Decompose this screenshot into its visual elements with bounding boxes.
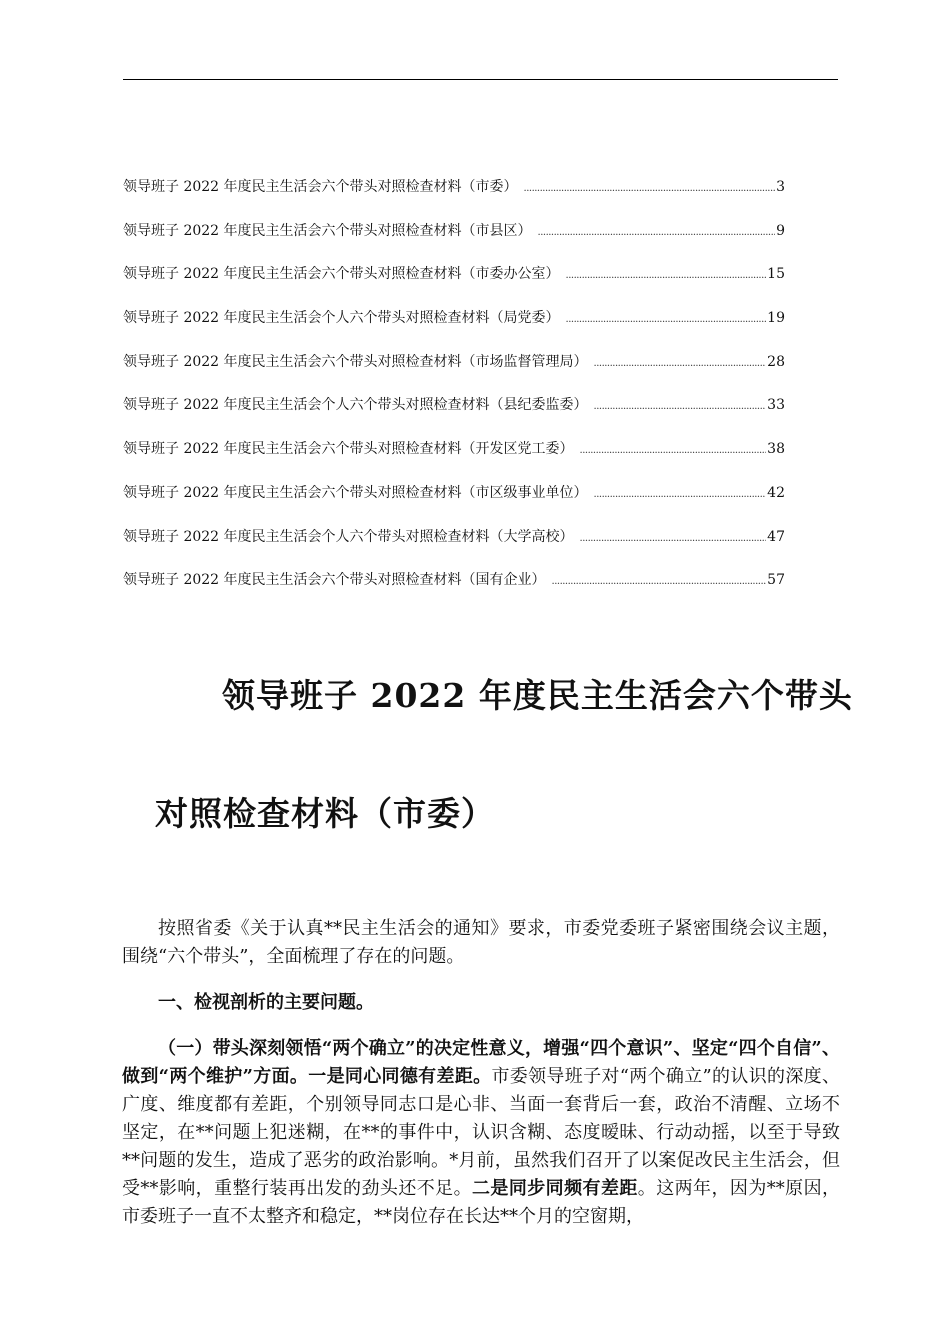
point-heading-2: 二是同步同频有差距 (472, 1178, 638, 1199)
toc-entry[interactable] (123, 306, 785, 350)
toc-page-number: 28 (767, 353, 785, 370)
section-heading: 一、检视剖析的主要问题。 (158, 992, 374, 1013)
toc-dot-leader (524, 177, 776, 201)
toc-page-number: 57 (767, 572, 785, 589)
toc-page-number: 47 (767, 528, 785, 545)
toc-entry-title: 领导班子 2022 年度民主生活会个人六个带头对照检查材料（县纪委监委） (123, 397, 588, 414)
toc-page-number: 3 (776, 179, 785, 195)
toc-entry-title: 领导班子 2022 年度民主生活会六个带头对照检查材料（开发区党工委） (123, 441, 574, 458)
toc-entry[interactable] (123, 219, 785, 263)
toc-entry-title: 领导班子 2022 年度民主生活会六个带头对照检查材料（市区级事业单位） (123, 484, 588, 501)
toc-page-number: 38 (767, 441, 785, 458)
toc-dot-leader (538, 221, 776, 245)
subsection-heading: （一）带头深刻领悟“两个确立”的决定性意义，增强“四个意识”、坚定“四个自信”、做到“两个维护”方面。一是同心同德有差距。 (122, 1038, 840, 1087)
toc-entry-title: 领导班子 2022 年度民主生活会六个带头对照检查材料（国有企业） (123, 572, 546, 589)
toc-entry[interactable] (123, 262, 785, 306)
body-text-1: 市委领导班子对“两个确立”的认识的深度、广度、维度都有差距，个别领导同志口是心非、当面一套背后一套，政治不清醒、立场不坚定，在**问题上犯迷糊，在**的事件中，认识含糊、态度暧昧、行动动摇，以至于导致**问题的发生，造成了恶劣的政治影响。*月前，虽然我们召开了以案促改民主生活会，但受**影响，重整行装再出发的劲头还不足。 (122, 1066, 840, 1199)
document-body (122, 915, 840, 1231)
body-paragraph (122, 1035, 840, 1231)
toc-entry-title: 领导班子 2022 年度民主生活会个人六个带头对照检查材料（局党委） (123, 310, 560, 327)
toc-entry-title: 领导班子 2022 年度民主生活会个人六个带头对照检查材料（大学高校） (123, 528, 574, 545)
table-of-contents (123, 175, 785, 612)
toc-entry[interactable] (123, 350, 785, 394)
toc-dot-leader (566, 308, 767, 332)
toc-dot-leader (566, 264, 767, 288)
toc-dot-leader (580, 527, 767, 551)
toc-entry[interactable] (123, 568, 785, 612)
toc-dot-leader (594, 483, 767, 507)
toc-dot-leader (580, 439, 767, 463)
document-title-line-2: 对照检查材料（市委） (155, 794, 495, 833)
toc-entry-title: 领导班子 2022 年度民主生活会六个带头对照检查材料（市县区） (123, 222, 532, 239)
toc-entry[interactable] (123, 393, 785, 437)
toc-page-number: 33 (767, 397, 785, 414)
toc-page-number: 42 (767, 484, 785, 501)
toc-entry-title: 领导班子 2022 年度民主生活会六个带头对照检查材料（市场监督管理局） (123, 353, 588, 370)
toc-page-number: 9 (776, 222, 785, 239)
toc-dot-leader (594, 395, 767, 419)
toc-dot-leader (552, 570, 767, 594)
toc-page-number: 15 (767, 266, 785, 283)
intro-paragraph: 按照省委《关于认真**民主生活会的通知》要求，市委党委班子紧密围绕会议主题，围绕“六个带头”，全面梳理了存在的问题。 (122, 918, 840, 967)
toc-entry-title: 领导班子 2022 年度民主生活会六个带头对照检查材料（市委办公室） (123, 266, 560, 283)
toc-entry[interactable] (123, 481, 785, 525)
toc-dot-leader (594, 352, 767, 376)
toc-entry[interactable] (123, 175, 785, 219)
body-text-2: 。这两年，因为**原因，市委班子一直不太整齐和稳定，**岗位存在长达**个月的空窗期， (122, 1178, 841, 1227)
toc-page-number: 19 (767, 310, 785, 327)
toc-entry[interactable] (123, 525, 785, 569)
header-rule (123, 79, 838, 80)
document-title-line-1: 领导班子 2022 年度民主生活会六个带头 (222, 676, 853, 715)
toc-entry-title: 领导班子 2022 年度民主生活会六个带头对照检查材料（市委） (123, 179, 518, 195)
toc-entry[interactable] (123, 437, 785, 481)
